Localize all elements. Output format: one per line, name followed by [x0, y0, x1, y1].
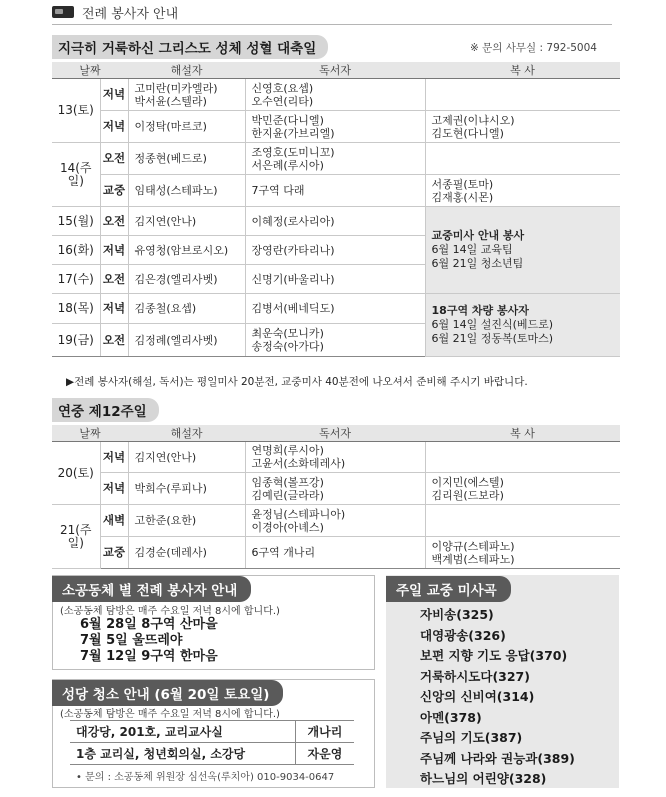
table-row	[52, 175, 620, 207]
time-cell: 저녁	[100, 111, 128, 143]
time-cell: 저녁	[100, 236, 128, 265]
table-header-row	[52, 62, 620, 79]
commentator-cell: 임태성(스테파노)	[128, 175, 245, 207]
cleaning-place: 1층 교리실, 청년회의실, 소강당	[70, 743, 295, 765]
hymn-item: 자비송(325)	[420, 607, 494, 622]
time-cell: 저녁	[100, 79, 128, 111]
hymn-title: 주일 교중 미사곡	[386, 576, 511, 602]
time-cell: 교중	[100, 175, 128, 207]
col-date: 날짜	[52, 425, 128, 442]
server-cell: 이지민(에스텔) 김리원(드보라)	[425, 473, 620, 505]
reader-cell: 6구역 개나리	[245, 537, 425, 569]
time-cell: 저녁	[100, 473, 128, 505]
col-server: 복 사	[425, 425, 620, 442]
table-row	[52, 294, 620, 324]
table-row	[52, 505, 620, 537]
community-subtitle: (소공동체 탐방은 매주 수요일 저녁 8시에 합니다.)	[60, 606, 280, 617]
commentator-cell: 고미란(미카엘라) 박서윤(스텔라)	[128, 79, 245, 111]
time-cell: 새벽	[100, 505, 128, 537]
commentator-cell: 김종철(요셉)	[128, 294, 245, 324]
table-row	[52, 537, 620, 569]
table-row	[70, 721, 354, 743]
col-date: 날짜	[52, 62, 128, 79]
preparation-note: ▶전례 봉사자(해설, 독서)는 평일미사 20분전, 교중미사 40분전에 나오셔서 준비해 주시기 바랍니다.	[66, 376, 528, 388]
reader-cell: 김병서(베네딕도)	[245, 294, 425, 324]
col-reader: 독서자	[245, 425, 425, 442]
hymn-item: 보편 지향 기도 응답(370)	[420, 648, 568, 663]
cleaning-place: 대강당, 201호, 교리교사실	[70, 721, 295, 743]
notice-parish-mass: 교중미사 안내 봉사 6월 14일 교육팀 6월 21일 청소년팀	[425, 207, 620, 294]
col-commentator: 해설자	[128, 62, 245, 79]
reader-cell: 신영호(요셉) 오수연(리타)	[245, 79, 425, 111]
community-event: 7월 12일 9구역 한마음	[80, 649, 218, 664]
section1-table	[52, 62, 620, 357]
header-divider	[52, 24, 612, 25]
table-row	[52, 207, 620, 236]
hymn-item: 하느님의 어린양(328)	[420, 771, 547, 786]
date-cell: 13(토)	[52, 79, 100, 143]
hymn-item: 신앙의 신비여(314)	[420, 689, 535, 704]
date-cell: 15(월)	[52, 207, 100, 236]
time-cell: 오전	[100, 207, 128, 236]
time-cell: 저녁	[100, 442, 128, 473]
time-cell: 오전	[100, 265, 128, 294]
commentator-cell: 정종현(베드로)	[128, 143, 245, 175]
reader-cell: 장영란(카타리나)	[245, 236, 425, 265]
reader-cell: 연명희(루시아) 고윤서(소화데레사)	[245, 442, 425, 473]
cleaning-group: 개나리	[295, 721, 354, 743]
date-cell: 18(목)	[52, 294, 100, 324]
hymn-item: 주님께 나라와 권능과(389)	[420, 750, 575, 766]
hymn-list	[420, 605, 575, 790]
server-cell: 이양규(스테파노) 백계범(스테파노)	[425, 537, 620, 569]
notice-vehicle: 18구역 차량 봉사자 6월 14일 설진식(베드로) 6월 21일 정동복(토마스)	[425, 294, 620, 357]
commentator-cell: 김정례(엘리사벳)	[128, 324, 245, 357]
reader-cell: 조영호(도미니꼬) 서은례(루시아)	[245, 143, 425, 175]
section2-title: 연중 제12주일	[52, 398, 159, 422]
commentator-cell: 김경순(데레사)	[128, 537, 245, 569]
reader-cell: 박민준(다니엘) 한지윤(가브리엘)	[245, 111, 425, 143]
commentator-cell: 고한준(요한)	[128, 505, 245, 537]
time-cell: 오전	[100, 324, 128, 357]
community-event: 6월 28일 8구역 산마을	[80, 617, 218, 632]
reader-cell: 윤정님(스테파니아) 이경아(아녜스)	[245, 505, 425, 537]
date-cell: 14(주일)	[52, 143, 100, 207]
time-cell: 오전	[100, 143, 128, 175]
commentator-cell: 유영청(암브로시오)	[128, 236, 245, 265]
server-cell	[425, 505, 620, 537]
time-cell: 저녁	[100, 294, 128, 324]
table-row	[52, 111, 620, 143]
col-server: 복 사	[425, 62, 620, 79]
server-cell	[425, 442, 620, 473]
table-row	[52, 473, 620, 505]
hymn-item: 거룩하시도다(327)	[420, 668, 530, 684]
hymn-item: 아멘(378)	[420, 709, 482, 725]
bulletin-icon	[52, 6, 74, 18]
commentator-cell: 이정탁(마르코)	[128, 111, 245, 143]
server-cell	[425, 79, 620, 111]
cleaning-table	[70, 720, 354, 765]
table-row	[70, 743, 354, 765]
commentator-cell: 김지연(안나)	[128, 442, 245, 473]
commentator-cell: 김은경(엘리사벳)	[128, 265, 245, 294]
table-row	[52, 442, 620, 473]
table-header-row	[52, 425, 620, 442]
cleaning-subtitle: (소공동체 탐방은 매주 수요일 저녁 8시에 합니다.)	[60, 709, 280, 720]
cleaning-title: 성당 청소 안내 (6월 20일 토요일)	[52, 680, 283, 706]
commentator-cell: 김지연(안나)	[128, 207, 245, 236]
reader-cell: 이혜정(로사리아)	[245, 207, 425, 236]
server-cell: 고제권(이냐시오) 김도현(다니엘)	[425, 111, 620, 143]
cleaning-group: 자운영	[295, 743, 354, 765]
col-commentator: 해설자	[128, 425, 245, 442]
hymn-item: 주님의 기도(387)	[420, 730, 523, 745]
community-title: 소공동체 별 전례 봉사자 안내	[52, 576, 251, 602]
table-row	[52, 143, 620, 175]
time-cell: 교중	[100, 537, 128, 569]
header-title: 전례 봉사자 안내	[82, 7, 179, 22]
table-row	[52, 79, 620, 111]
server-cell: 서종필(토마) 김재홍(시몬)	[425, 175, 620, 207]
community-event: 7월 5일 울뜨레야	[80, 633, 183, 648]
reader-cell: 7구역 다래	[245, 175, 425, 207]
date-cell: 17(수)	[52, 265, 100, 294]
reader-cell: 임종혁(볼프강) 김예린(글라라)	[245, 473, 425, 505]
date-cell: 21(주일)	[52, 505, 100, 569]
cleaning-contact: • 문의 : 소공동체 위원장 심선옥(루치아) 010-9034-0647	[76, 772, 335, 783]
reader-cell: 신명기(바울리나)	[245, 265, 425, 294]
reader-cell: 최운숙(모니카) 송정숙(아가다)	[245, 324, 425, 357]
section1-title: 지극히 거룩하신 그리스도 성체 성혈 대축일	[52, 35, 328, 59]
office-contact: ※ 문의 사무실 : 792-5004	[470, 42, 597, 54]
commentator-cell: 박희수(루피나)	[128, 473, 245, 505]
col-reader: 독서자	[245, 62, 425, 79]
date-cell: 19(금)	[52, 324, 100, 357]
date-cell: 16(화)	[52, 236, 100, 265]
server-cell	[425, 143, 620, 175]
section2-table	[52, 425, 620, 569]
hymn-item: 대영광송(326)	[420, 627, 506, 643]
date-cell: 20(토)	[52, 442, 100, 505]
